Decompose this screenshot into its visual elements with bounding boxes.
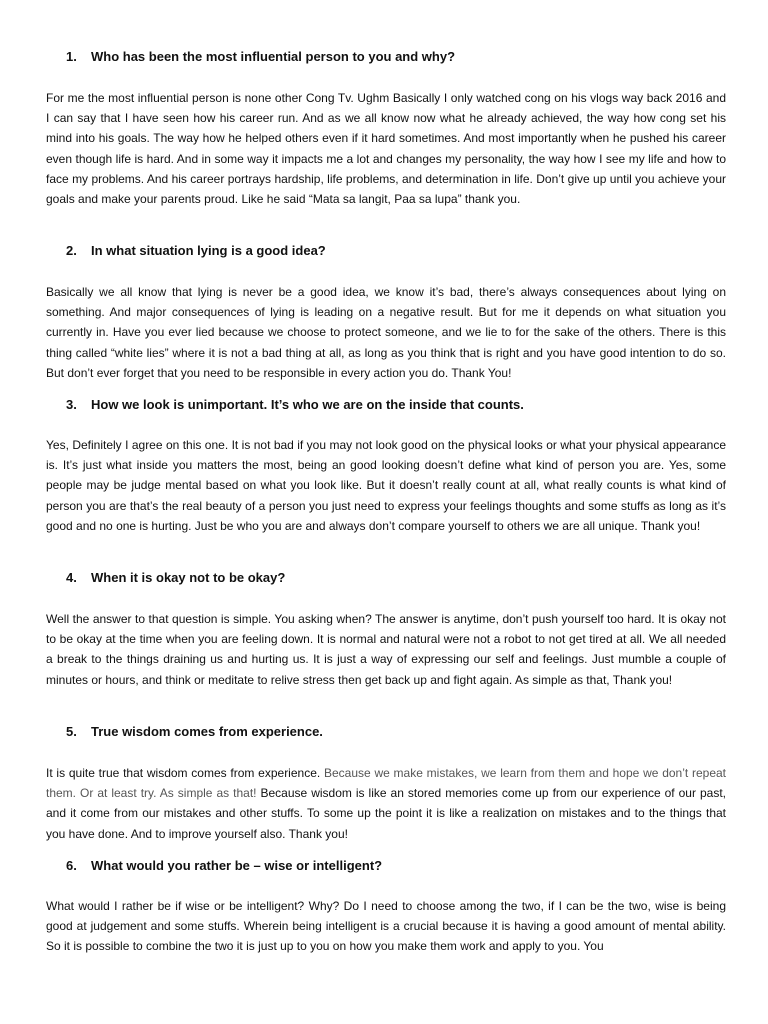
answer-text-gray: Because we make mistakes, we learn from them and hope we don’t repeat them. Or at least try. As simple as that! [46, 766, 726, 801]
question-heading-3 [66, 396, 726, 414]
question-number: 4. [66, 570, 77, 585]
question-heading-6 [66, 857, 726, 875]
answer-paragraph-5 [46, 763, 726, 844]
question-number: 6. [66, 858, 77, 873]
answer-paragraph-6: What would I rather be if wise or be intelligent? Why? Do I need to choose among the two, if I can be the two, wise is being good at judgement and some stuffs. Wherein being intelligent is a crucial because it is having a good amount of mental ability. So it is possible to combine the two it is just up to you on how you make them work and apply to you. You [46, 899, 726, 954]
answer-text: Because wisdom is like an stored memories come up from our experience of our past, and it come from our mistakes and other stuffs. To some up the point it is like a realization on mistakes and to the things that you have done. And to improve yourself also. Thank you! [46, 786, 726, 841]
question-heading-4 [66, 569, 726, 587]
question-heading-5 [66, 723, 726, 741]
answer-paragraph-2: Basically we all know that lying is never be a good idea, we know it’s bad, there’s always consequences about lying on something. And major consequences of lying is leading on a negative result. But for me it depends on what situation you currently in. Have you ever lied because we choose to protect someone, and we lie to for the sake of the others. There is this thing called “white lies” where it is not a bad thing at all, as long as you think that is right and you have good intention to do so. But don’t ever forget that you need to be responsible in every action you do. Thank You! [46, 285, 726, 380]
answer-paragraph-1: For me the most influential person is none other Cong Tv. Ughm Basically I only watched cong on his vlogs way back 2016 and I can say that I have seen how his career run. And as we all know now what he already achieved, the way how cong set his mind into his goals. The way how he helped others even if it hard sometimes. And most importantly when he pushed his career even though life is hard. And in some way it impacts me a lot and changes my personality, the way how I see my life and how to face my problems. And his career portrays hardship, life problems, and determination in life. Don’t give up until you achieve your goals and make your parents proud. Like he said “Mata sa langit, Paa sa lupa” thank you. [46, 91, 726, 207]
question-title: Who has been the most influential person to you and why? [91, 49, 456, 64]
question-heading-1 [66, 48, 726, 66]
question-title: When it is okay not to be okay? [91, 570, 286, 585]
question-number: 5. [66, 724, 77, 739]
question-number: 3. [66, 397, 77, 412]
question-title: True wisdom comes from experience. [91, 724, 323, 739]
question-number: 2. [66, 243, 77, 258]
question-number: 1. [66, 49, 77, 64]
answer-paragraph-3: Yes, Definitely I agree on this one. It is not bad if you may not look good on the physical looks or what your physical appearance is. It’s just what inside you matters the most, being an good looking doesn’t define what kind of person you are. Yes, some people may be judge mental based on what you look like. But it doesn’t really count at all, what really counts is what kind of person you are that’s the real beauty of a person you just need to express your feelings thoughts and some stuffs as long as it’s good and no one is hurting. Just be who you are and always don’t compare yourself to others we are all unique. Thank you! [46, 438, 726, 533]
answer-text: It is quite true that wisdom comes from experience. [46, 766, 321, 780]
question-title: In what situation lying is a good idea? [91, 243, 326, 258]
question-title: How we look is unimportant. It’s who we are on the inside that counts. [91, 397, 524, 412]
answer-paragraph-4: Well the answer to that question is simple. You asking when? The answer is anytime, don’t push yourself too hard. It is okay not to be okay at the time when you are feeling down. It is normal and natural were not a robot to not get tired at all. We all needed a break to the things draining us and hurting us. It is just a way of expressing our self and feelings. Just mumble a couple of minutes or hours, and think or meditate to relive stress then get back up and fight again. As simple as that, Thank you! [46, 612, 726, 687]
question-heading-2 [66, 242, 726, 260]
question-title: What would you rather be – wise or intelligent? [91, 858, 383, 873]
